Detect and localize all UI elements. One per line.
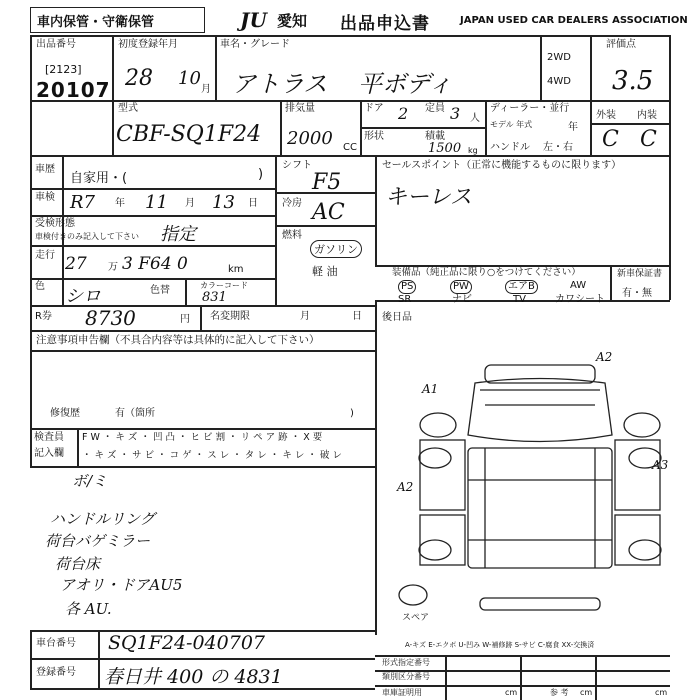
org-name: 愛知 [277, 12, 308, 30]
dealer-label: ディーラー・並行 [490, 103, 570, 114]
lot-small-code: [2123] [45, 63, 82, 76]
handwritten-note-4: 荷台床 [55, 555, 101, 573]
checker-codes-row2: ・ キ ズ ・ サ ビ ・ コ ゲ ・ ス レ ・ タ レ ・ キ レ ・ 破 レ [82, 450, 342, 461]
model-name: アトラス [232, 70, 328, 98]
reference-label: 車庫証明用 [382, 688, 422, 697]
interior-label: 内装 [637, 110, 657, 121]
sales-point-label: セールスポイント（正常に機能するものに限ります） [382, 160, 622, 171]
model-grade-label: 車名・グレード [220, 39, 290, 50]
new-warranty-label: 新車保証書 [617, 269, 663, 279]
cm-unit-3: cm [655, 688, 668, 697]
first-registration-month: 10 [178, 68, 201, 89]
exterior-grade: C [602, 127, 619, 152]
rating-value: 3.5 [612, 66, 654, 96]
model-year-unit: 年 [568, 122, 578, 133]
damage-label-a3: A3 [652, 458, 669, 472]
recycle-value: 8730 [85, 306, 136, 330]
shift-label: シフト [282, 160, 312, 171]
color-code-value: 831 [202, 290, 227, 305]
inspection-day: 13 [212, 192, 235, 213]
damage-label-a2-side: A2 [397, 480, 414, 494]
handwritten-note-3: 荷台バゲミラー [45, 532, 151, 550]
handwritten-note-6: 各 AU. [65, 600, 112, 618]
inspection-month-unit: 月 [185, 198, 195, 209]
model-year-label: モデル 年式 [490, 120, 533, 129]
drive-2wd: 2WD [547, 52, 571, 63]
lot-number: 20107 [36, 78, 111, 102]
ac-value: AC [312, 200, 345, 225]
color-change-label: 色替 [150, 285, 170, 296]
shift-value: F5 [312, 170, 342, 195]
plate-label: 登録番号 [36, 667, 76, 678]
lot-number-label: 出品番号 [36, 39, 76, 50]
handle-label: ハンドル [490, 142, 530, 153]
repair-history-close: ) [350, 408, 354, 419]
form-number-label: 形式指定番号 [382, 658, 430, 667]
equipment-pw: PW [450, 280, 472, 294]
damage-legend: A-キズ E-エクボ U-凹み W-補修跡 S-サビ C-腐食 XX-交換済 [405, 641, 595, 649]
mileage-man-unit: 万 [108, 262, 118, 273]
chassis-number: SQ1F24-040707 [108, 632, 265, 654]
equipment-navi: ナビ [452, 294, 472, 305]
type-value: CBF-SQ1F24 [116, 122, 262, 147]
inspection-year-unit: 年 [115, 198, 125, 209]
storage-type-label: 車内保管・守衛保管 [30, 7, 205, 33]
color-code-label: カラーコード [200, 281, 248, 290]
fuel-diesel: 軽 油 [312, 265, 338, 278]
interior-grade: C [640, 127, 657, 152]
mileage-rest: 3 F64 0 [122, 254, 188, 274]
shape-label: 形状 [364, 131, 384, 142]
recycle-label: R券 [35, 311, 52, 322]
repair-history-value: 有（箇所 [115, 408, 155, 419]
handwritten-note-1: ボ/ミ [72, 472, 108, 490]
displacement-value: 2000 [287, 128, 333, 149]
history-close: ) [258, 167, 264, 182]
document-title: 出品申込書 [340, 14, 430, 34]
type-label: 型式 [118, 103, 138, 114]
sales-point-value: キーレス [385, 185, 472, 210]
repair-history-label: 修復歴 [50, 408, 80, 419]
inspection-label: 車検 [35, 192, 55, 203]
kg-unit: kg [468, 146, 478, 155]
inspection-day-unit: 日 [248, 198, 258, 209]
rating-label: 評価点 [606, 39, 636, 50]
drive-4wd: 4WD [547, 76, 571, 87]
month-unit: 月 [201, 84, 211, 95]
notes-label: 注意事項申告欄（不具合内容等は具体的に記入して下さい） [36, 334, 320, 346]
color-label: 色 [35, 281, 45, 292]
checker-label-bottom: 記入欄 [34, 448, 64, 459]
first-registration-label: 初度登録年月 [118, 39, 178, 50]
displacement-label: 排気量 [285, 103, 315, 114]
km-unit: km [228, 264, 244, 275]
cm-unit-1: cm [505, 688, 518, 697]
grade-name: 平ボディ [358, 70, 453, 98]
door-label: ドア [364, 103, 384, 114]
history-label: 車歴 [35, 164, 55, 175]
damage-label-a1: A1 [422, 382, 439, 396]
name-change-label: 名変期限 [210, 311, 250, 322]
history-value: 自家用・( [70, 171, 128, 186]
damage-label-a2-top: A2 [596, 350, 613, 364]
reference-sub: 参 考 [550, 688, 569, 697]
door-value: 2 [398, 104, 409, 123]
handle-options: 左・右 [543, 142, 573, 153]
name-change-day: 日 [352, 311, 362, 322]
inspection-form-note: 車検付きのみ記入して下さい [35, 232, 139, 241]
fuel-gas: ガソリン [310, 240, 362, 258]
inspection-form-label: 受検形態 [35, 218, 75, 229]
inspection-month: 11 [145, 192, 168, 213]
spare-label: スペア [402, 613, 430, 623]
name-change-month: 月 [300, 311, 310, 322]
cm-unit-2: cm [580, 688, 593, 697]
first-registration-year: 28 [125, 66, 153, 91]
equipment-label: 装備品（純正品に限り○をつけてください） [392, 267, 581, 278]
checker-codes-row1: F W ・ キ ズ ・ 凹 凸 ・ ヒ ビ 割 ・ リ ペ ア 跡 ・ X 要 [82, 432, 323, 443]
load-label: 積載 [425, 131, 445, 142]
inspection-era: R7 [70, 192, 96, 213]
load-value: 1500 [428, 141, 462, 156]
mileage-label: 走行 [35, 250, 55, 261]
category-number-label: 類別区分番号 [382, 672, 430, 681]
equipment-leather-seat: カワシート [555, 294, 605, 305]
chassis-label: 車台番号 [36, 638, 76, 649]
association-name: JAPAN USED CAR DEALERS ASSOCIATION [460, 15, 688, 26]
equipment-airbag: エアB [505, 280, 538, 294]
equipment-tv: TV [513, 294, 526, 305]
color-value: シロ [65, 286, 101, 307]
handwritten-note-5: アオリ・ドアAU5 [60, 576, 183, 594]
recycle-yen: 円 [180, 314, 190, 325]
equipment-aw: AW [570, 280, 587, 291]
handwritten-note-2: ハンドルリング [50, 510, 155, 528]
ju-logo: JU [240, 8, 267, 32]
person-unit: 人 [470, 113, 480, 124]
fuel-label: 燃料 [282, 230, 302, 241]
plate-number: 春日井 400 の 4831 [104, 666, 283, 688]
mileage-man: 27 [65, 254, 87, 274]
equipment-ps: PS [398, 280, 416, 294]
rear-items-label: 後日品 [382, 312, 412, 323]
checker-label-top: 検査員 [34, 432, 64, 443]
exterior-label: 外装 [596, 110, 616, 121]
capacity-label: 定員 [425, 103, 445, 114]
warranty-options: 有・無 [622, 288, 652, 299]
cc-unit: CC [343, 142, 357, 153]
inspection-form-value: 指定 [160, 224, 196, 245]
ac-label: 冷房 [282, 198, 302, 209]
equipment-sr: SR [398, 294, 412, 305]
capacity-value: 3 [450, 104, 461, 123]
